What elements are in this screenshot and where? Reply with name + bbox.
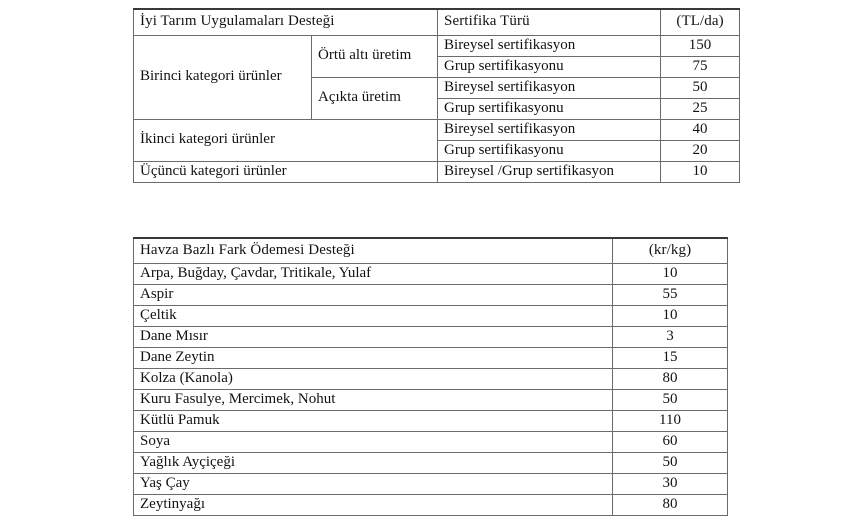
cell-value: 60 xyxy=(613,431,728,452)
table-row xyxy=(134,431,728,452)
cell-value: 40 xyxy=(661,119,740,140)
cell-production-acikta: Açıkta üretim xyxy=(312,77,438,119)
table-row xyxy=(134,305,728,326)
cell-certificate: Bireysel /Grup sertifikasyon xyxy=(438,161,661,182)
cell-certificate: Bireysel sertifikasyon xyxy=(438,35,661,56)
table-row xyxy=(134,494,728,515)
cell-product: Çeltik xyxy=(134,305,613,326)
cell-value: 20 xyxy=(661,140,740,161)
table-row xyxy=(134,35,740,56)
cell-certificate: Bireysel sertifikasyon xyxy=(438,77,661,98)
table-row xyxy=(134,326,728,347)
header-cell-product: Havza Bazlı Fark Ödemesi Desteği xyxy=(134,238,613,263)
header-cell-unit: (TL/da) xyxy=(661,9,740,35)
cell-product: Soya xyxy=(134,431,613,452)
cell-value: 10 xyxy=(613,305,728,326)
table-havza-bazli-fark-odemesi-destegi xyxy=(133,237,728,516)
table-row xyxy=(134,119,740,140)
table-row xyxy=(134,473,728,494)
cell-certificate: Bireysel sertifikasyon xyxy=(438,119,661,140)
table-row xyxy=(134,284,728,305)
cell-value: 10 xyxy=(661,161,740,182)
cell-product: Kütlü Pamuk xyxy=(134,410,613,431)
cell-product: Zeytinyağı xyxy=(134,494,613,515)
cell-value: 50 xyxy=(661,77,740,98)
header-cell-unit: (kr/kg) xyxy=(613,238,728,263)
cell-product: Kolza (Kanola) xyxy=(134,368,613,389)
table-header-row xyxy=(134,9,740,35)
cell-value: 150 xyxy=(661,35,740,56)
cell-production-ortu-alti: Örtü altı üretim xyxy=(312,35,438,77)
cell-value: 30 xyxy=(613,473,728,494)
cell-product: Arpa, Buğday, Çavdar, Tritikale, Yulaf xyxy=(134,263,613,284)
cell-certificate: Grup sertifikasyonu xyxy=(438,56,661,77)
cell-category-birinci: Birinci kategori ürünler xyxy=(134,35,312,119)
table-row xyxy=(134,452,728,473)
cell-product: Aspir xyxy=(134,284,613,305)
cell-product: Dane Mısır xyxy=(134,326,613,347)
cell-product: Kuru Fasulye, Mercimek, Nohut xyxy=(134,389,613,410)
cell-value: 3 xyxy=(613,326,728,347)
cell-certificate: Grup sertifikasyonu xyxy=(438,98,661,119)
cell-product: Yağlık Ayçiçeği xyxy=(134,452,613,473)
cell-value: 50 xyxy=(613,389,728,410)
header-cell-category: İyi Tarım Uygulamaları Desteği xyxy=(134,9,438,35)
cell-product: Yaş Çay xyxy=(134,473,613,494)
table-row xyxy=(134,368,728,389)
cell-value: 10 xyxy=(613,263,728,284)
cell-product: Dane Zeytin xyxy=(134,347,613,368)
cell-value: 55 xyxy=(613,284,728,305)
cell-value: 80 xyxy=(613,494,728,515)
header-cell-certificate-type: Sertifika Türü xyxy=(438,9,661,35)
cell-value: 110 xyxy=(613,410,728,431)
table-row xyxy=(134,347,728,368)
cell-value: 80 xyxy=(613,368,728,389)
cell-value: 50 xyxy=(613,452,728,473)
cell-value: 75 xyxy=(661,56,740,77)
table-row xyxy=(134,263,728,284)
table-row xyxy=(134,161,740,182)
cell-value: 25 xyxy=(661,98,740,119)
table-row xyxy=(134,410,728,431)
cell-certificate: Grup sertifikasyonu xyxy=(438,140,661,161)
cell-category-ikinci: İkinci kategori ürünler xyxy=(134,119,438,161)
cell-category-ucuncu: Üçüncü kategori ürünler xyxy=(134,161,438,182)
table-row xyxy=(134,389,728,410)
table-header-row xyxy=(134,238,728,263)
cell-value: 15 xyxy=(613,347,728,368)
table-iyi-tarim-uygulamalari-destegi xyxy=(133,8,740,183)
